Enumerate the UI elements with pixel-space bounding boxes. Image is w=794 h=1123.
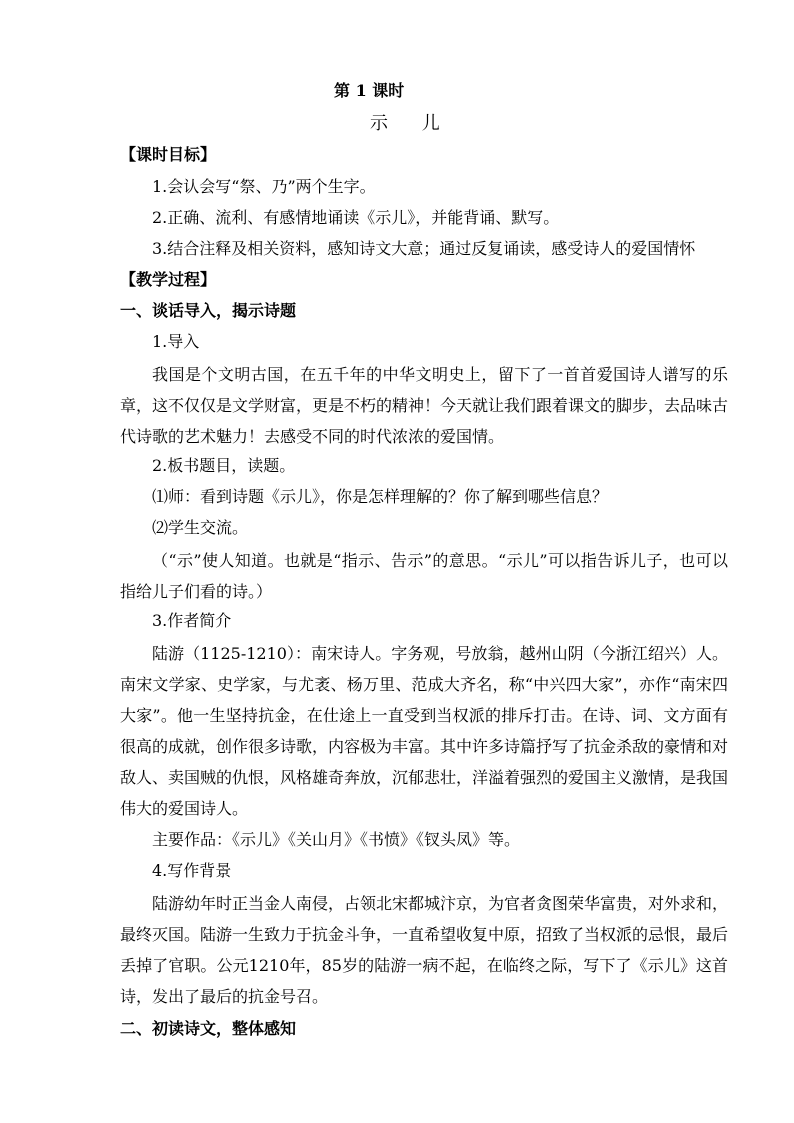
background-label: 4.写作背景 — [152, 861, 232, 880]
goal-item-1: 1.会认会写“祭、乃”两个生字。 — [152, 177, 376, 196]
background-paragraph: 陆游幼年时正当金人南侵，占领北宋都城汴京，为官者贪图荣华富贵，对外求和，最终灭国。陆游一生致力于抗金斗争，一直希望收复中原，招致了当权派的忌恨，最后丢掉了官职。公元1210年，85岁的陆游一病不起，在临终之际，写下了《示儿》这首诗，发出了最后的抗金号召。 — [120, 894, 729, 1006]
question-1: ⑴师：看到诗题《示儿》，你是怎样理解的？你了解到哪些信息？ — [152, 487, 609, 506]
intro-paragraph: 我国是个文明古国，在五千年的中华文明史上，留下了一首首爱国诗人谱写的乐章，这不仅仅是文学财富，更是不朽的精神！今天就让我们跟着课文的脚步，去品味古代诗歌的艺术魅力！去感受不同的时代浓浓的爱国情。 — [120, 365, 729, 446]
intro-label: 1.导入 — [152, 332, 200, 351]
lesson-heading: 第 1 课时 — [334, 81, 405, 100]
note-paragraph: （“示”使人知道。也就是“指示、告示”的意思。“示儿”可以指告诉儿子，也可以指给儿子们看的诗。） — [120, 551, 728, 601]
section-2-title: 二、初读诗文，整体感知 — [120, 1019, 297, 1038]
question-2: ⑵学生交流。 — [152, 518, 249, 537]
poem-title: 示 儿 — [370, 113, 454, 134]
author-label: 3.作者简介 — [152, 611, 232, 630]
goals-heading: 【课时目标】 — [120, 145, 217, 164]
section-1-title: 一、谈话导入，揭示诗题 — [120, 301, 297, 320]
process-heading: 【教学过程】 — [120, 270, 217, 289]
board-label: 2.板书题目，读题。 — [152, 456, 296, 475]
goal-item-2: 2.正确、流利、有感情地诵读《示儿》，并能背诵、默写。 — [152, 208, 560, 227]
author-paragraph: 陆游（1125-1210）：南宋诗人。字务观，号放翁，越州山阴（今浙江绍兴）人。南宋文学家、史学家，与尤袤、杨万里、范成大齐名，称“中兴四大家”，亦作“南宋四大家”。他一生坚持抗金，在仕途上一直受到当权派的排斥打击。在诗、词、文方面有很高的成就，创作很多诗歌，内容极为丰富。其中许多诗篇抒写了抗金杀敌的豪情和对敌人、卖国贼的仇恨，风格雄奇奔放，沉郁悲壮，洋溢着强烈的爱国主义激情，是我国伟大的爱国诗人。 — [120, 644, 729, 818]
goal-item-3: 3.结合注释及相关资料，感知诗文大意；通过反复诵读，感受诗人的爱国情怀 — [152, 239, 696, 258]
works-line: 主要作品：《示儿》《关山月》《书愤》《钗头凤》等。 — [152, 830, 521, 849]
